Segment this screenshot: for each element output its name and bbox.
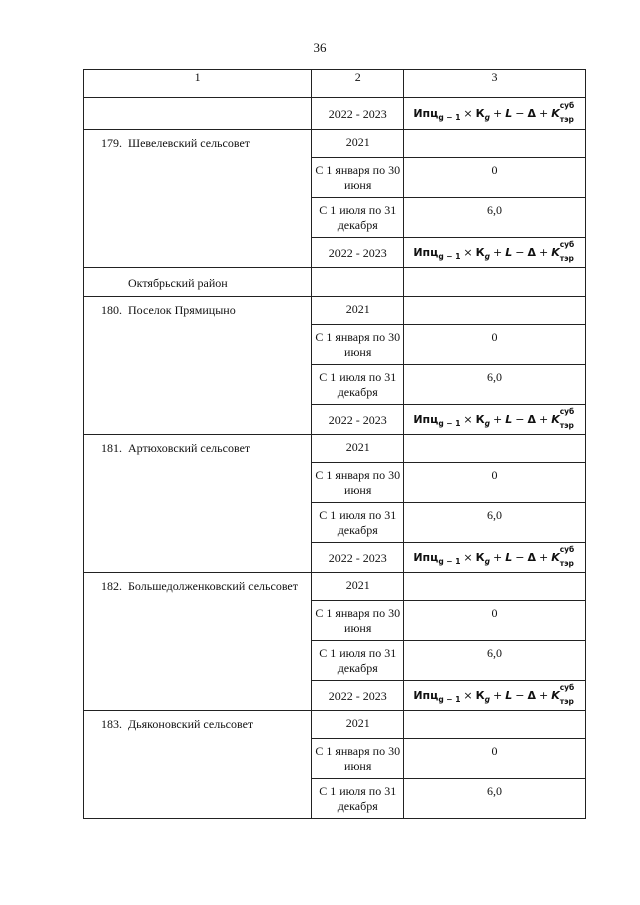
row-number: 183. xyxy=(101,717,122,731)
formula-l: L xyxy=(505,412,513,426)
formula-big-k-sub: тэр xyxy=(559,697,574,707)
formula-big-k-sup: суб xyxy=(559,240,575,250)
settlement-cell xyxy=(84,130,312,268)
tariff-formula xyxy=(413,545,575,569)
row-number: 181. xyxy=(101,441,122,455)
formula-times: × xyxy=(463,106,473,120)
formula-k-sub: g xyxy=(484,112,490,122)
empty-cell xyxy=(404,268,586,297)
formula-l: L xyxy=(505,550,513,564)
formula-cell xyxy=(404,681,586,711)
formula-big-k-sup: суб xyxy=(559,545,575,555)
formula-minus: − xyxy=(515,550,525,564)
period-cell: С 1 июля по 31 декабря xyxy=(312,779,404,819)
value-cell-empty xyxy=(404,130,586,158)
settlement-name: Большедолженковский сельсовет xyxy=(128,579,298,593)
header-col-2: 2 xyxy=(312,70,404,98)
tariff-table xyxy=(83,69,586,819)
period-cell: С 1 июля по 31 декабря xyxy=(312,641,404,681)
formula-big-k: K xyxy=(551,551,560,565)
formula-big-k: K xyxy=(551,246,560,260)
formula-big-k: K xyxy=(551,689,560,703)
formula-big-k-sup: суб xyxy=(559,683,575,693)
value-cell: 6,0 xyxy=(404,365,586,405)
formula-plus: + xyxy=(493,412,503,426)
period-cell: С 1 июля по 31 декабря xyxy=(312,198,404,238)
formula-k: К xyxy=(475,245,485,259)
formula-k: К xyxy=(475,688,485,702)
period-cell: 2022 - 2023 xyxy=(312,405,404,435)
year-cell: 2021 xyxy=(312,711,404,739)
period-cell: С 1 января по 30 июня xyxy=(312,325,404,365)
formula-times: × xyxy=(463,245,473,259)
settlement-name: Шевелевский сельсовет xyxy=(128,136,251,150)
formula-big-k-sub: тэр xyxy=(559,559,574,569)
formula-plus: + xyxy=(493,106,503,120)
value-cell-empty xyxy=(404,297,586,325)
formula-k-sub: g xyxy=(484,418,490,428)
formula-cell xyxy=(404,238,586,268)
table-row xyxy=(84,297,586,325)
formula-delta: Δ xyxy=(527,106,536,120)
value-cell: 0 xyxy=(404,158,586,198)
formula-k: К xyxy=(475,550,485,564)
formula-big-k-sub: тэр xyxy=(559,115,574,125)
tariff-formula xyxy=(413,240,575,264)
district-name: Октябрьский район xyxy=(84,268,312,297)
formula-big-k-sub: тэр xyxy=(559,421,574,431)
period-cell: С 1 января по 30 июня xyxy=(312,463,404,503)
empty-cell xyxy=(312,268,404,297)
period-cell: С 1 января по 30 июня xyxy=(312,158,404,198)
formula-ipc: Ипц xyxy=(413,245,439,259)
formula-plus: + xyxy=(538,106,549,120)
value-cell-empty xyxy=(404,711,586,739)
year-cell: 2021 xyxy=(312,435,404,463)
header-col-3: 3 xyxy=(404,70,586,98)
settlement-name: Дьяконовский сельсовет xyxy=(128,717,254,731)
formula-ipc: Ипц xyxy=(413,412,439,426)
value-cell-empty xyxy=(404,435,586,463)
formula-ipc: Ипц xyxy=(413,550,439,564)
settlement-cell xyxy=(84,573,312,711)
formula-delta: Δ xyxy=(527,245,536,259)
table-row xyxy=(84,573,586,601)
year-cell: 2021 xyxy=(312,130,404,158)
period-cell: 2022 - 2023 xyxy=(312,681,404,711)
period-cell: С 1 июля по 31 декабря xyxy=(312,365,404,405)
formula-big-k-sub: тэр xyxy=(559,254,574,264)
page-number: 36 xyxy=(313,40,327,55)
formula-delta: Δ xyxy=(527,412,536,426)
settlement-cell-empty xyxy=(84,98,312,130)
formula-big-k-sup: суб xyxy=(559,101,575,111)
formula-ipc: Ипц xyxy=(413,688,439,702)
period-cell: 2022 - 2023 xyxy=(312,98,404,130)
formula-minus: − xyxy=(515,245,525,259)
row-number: 179. xyxy=(101,136,122,150)
formula-times: × xyxy=(463,550,473,564)
formula-plus: + xyxy=(538,688,549,702)
value-cell-empty xyxy=(404,573,586,601)
formula-ipc-sub: g − 1 xyxy=(438,251,461,261)
year-cell: 2021 xyxy=(312,573,404,601)
period-cell: С 1 января по 30 июня xyxy=(312,601,404,641)
formula-big-k: K xyxy=(551,413,560,427)
formula-minus: − xyxy=(515,106,525,120)
settlement-cell xyxy=(84,711,312,819)
formula-l: L xyxy=(505,245,513,259)
tariff-formula xyxy=(413,101,575,125)
tariff-formula xyxy=(413,683,575,707)
row-number: 182. xyxy=(101,579,122,593)
formula-plus: + xyxy=(538,550,549,564)
formula-delta: Δ xyxy=(527,688,536,702)
formula-minus: − xyxy=(515,688,525,702)
formula-l: L xyxy=(505,688,513,702)
formula-plus: + xyxy=(538,245,549,259)
settlement-name: Артюховский сельсовет xyxy=(128,441,251,455)
formula-minus: − xyxy=(515,412,525,426)
period-cell: 2022 - 2023 xyxy=(312,238,404,268)
formula-k: К xyxy=(475,412,485,426)
settlement-cell xyxy=(84,435,312,573)
formula-delta: Δ xyxy=(527,550,536,564)
tariff-formula xyxy=(413,407,575,431)
formula-plus: + xyxy=(493,550,503,564)
value-cell: 0 xyxy=(404,739,586,779)
formula-big-k-sup: суб xyxy=(559,407,575,417)
formula-k-sub: g xyxy=(484,251,490,261)
table-row xyxy=(84,711,586,739)
year-cell: 2021 xyxy=(312,297,404,325)
formula-ipc-sub: g − 1 xyxy=(438,694,461,704)
formula-ipc-sub: g − 1 xyxy=(438,112,461,122)
formula-times: × xyxy=(463,688,473,702)
formula-plus: + xyxy=(493,245,503,259)
formula-big-k: K xyxy=(551,107,560,121)
table-row xyxy=(84,98,586,130)
formula-cell xyxy=(404,405,586,435)
formula-ipc: Ипц xyxy=(413,106,439,120)
period-cell: С 1 января по 30 июня xyxy=(312,739,404,779)
value-cell: 0 xyxy=(404,463,586,503)
period-cell: С 1 июля по 31 декабря xyxy=(312,503,404,543)
formula-l: L xyxy=(505,106,513,120)
formula-k: К xyxy=(475,106,485,120)
formula-cell xyxy=(404,543,586,573)
formula-times: × xyxy=(463,412,473,426)
value-cell: 0 xyxy=(404,601,586,641)
formula-plus: + xyxy=(493,688,503,702)
value-cell: 6,0 xyxy=(404,641,586,681)
value-cell: 6,0 xyxy=(404,198,586,238)
formula-k-sub: g xyxy=(484,556,490,566)
formula-plus: + xyxy=(538,412,549,426)
value-cell: 6,0 xyxy=(404,503,586,543)
value-cell: 0 xyxy=(404,325,586,365)
formula-ipc-sub: g − 1 xyxy=(438,556,461,566)
formula-cell xyxy=(404,98,586,130)
row-number: 180. xyxy=(101,303,122,317)
header-col-1: 1 xyxy=(84,70,312,98)
formula-k-sub: g xyxy=(484,694,490,704)
period-cell: 2022 - 2023 xyxy=(312,543,404,573)
value-cell: 6,0 xyxy=(404,779,586,819)
settlement-cell xyxy=(84,297,312,435)
settlement-name: Поселок Прямицыно xyxy=(128,303,236,317)
table-header-row xyxy=(84,70,586,98)
table-row xyxy=(84,130,586,158)
district-row xyxy=(84,268,586,297)
formula-ipc-sub: g − 1 xyxy=(438,418,461,428)
table-row xyxy=(84,435,586,463)
